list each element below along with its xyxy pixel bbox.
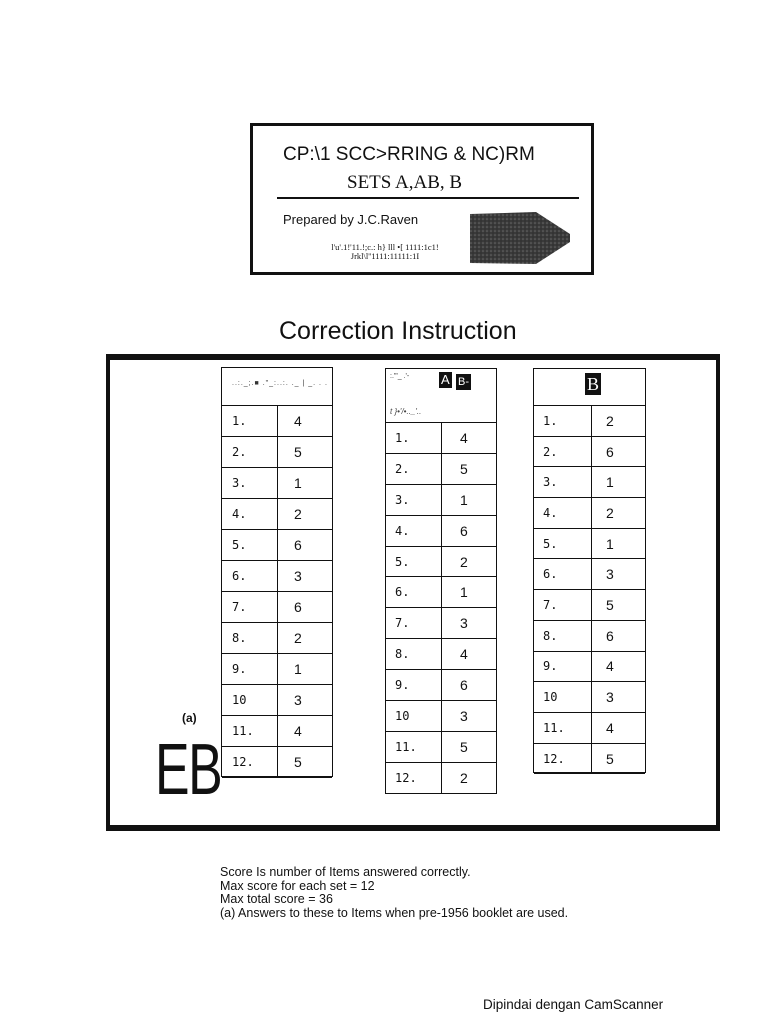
item-number: 6. <box>232 569 247 583</box>
set-b-row <box>534 621 645 652</box>
item-answer: 4 <box>294 413 302 429</box>
item-answer: 4 <box>606 719 614 736</box>
header-copyright <box>325 243 445 261</box>
item-answer: 6 <box>294 537 302 553</box>
item-number: 11. <box>395 739 417 754</box>
item-number: 7. <box>395 616 410 631</box>
item-number: 4. <box>395 523 410 538</box>
item-answer: 2 <box>460 769 468 786</box>
item-answer: 3 <box>606 566 614 583</box>
column-divider <box>591 406 592 772</box>
item-answer: 4 <box>294 723 302 739</box>
item-answer: 1 <box>606 535 614 552</box>
item-number: 12. <box>543 751 565 766</box>
set-b-label: B <box>587 374 600 394</box>
item-number: 9. <box>232 662 247 676</box>
set-ab-label-a: A <box>441 372 450 387</box>
set-a-header <box>222 368 332 406</box>
correction-title: Correction Instruction <box>279 317 517 345</box>
header-prepared-by: Prepared by J.C.Raven <box>283 212 419 227</box>
item-number: 2. <box>395 461 410 476</box>
pencil-icon <box>466 210 572 266</box>
set-b-table <box>533 368 646 773</box>
set-b-row <box>534 713 645 744</box>
set-ab-table <box>385 368 497 794</box>
item-number: 3. <box>543 475 558 490</box>
item-answer: 1 <box>294 475 302 491</box>
item-answer: 2 <box>294 630 302 646</box>
item-number: 1. <box>232 414 247 428</box>
footnotes <box>220 866 568 920</box>
item-number: 5. <box>395 554 410 569</box>
item-number: 3. <box>232 476 247 490</box>
item-answer: 5 <box>294 754 302 770</box>
set-ab-header-text-2: t }•'/•.._'.. <box>390 407 422 416</box>
item-number: 12. <box>232 755 254 769</box>
item-answer: 5 <box>460 738 468 755</box>
set-b-row <box>534 406 645 437</box>
set-b-row <box>534 744 645 775</box>
item-number: 1. <box>395 430 410 445</box>
item-answer: 6 <box>606 443 614 460</box>
item-answer: 6 <box>460 522 468 539</box>
item-number: 9. <box>543 659 558 674</box>
column-divider <box>441 423 442 793</box>
set-ab-header <box>386 369 496 423</box>
item-number: 10 <box>232 693 247 707</box>
set-b-row <box>534 529 645 560</box>
copyright-line-1: l'u'.1!'11.!;c.: h} lll •[ 1111:1c1! <box>331 242 439 252</box>
item-answer: 2 <box>460 553 468 570</box>
camscanner-watermark: Dipindai dengan CamScanner <box>483 997 664 1012</box>
item-answer: 4 <box>460 646 468 663</box>
item-answer: 3 <box>460 615 468 632</box>
item-answer: 1 <box>606 474 614 491</box>
set-b-row <box>534 652 645 683</box>
column-divider <box>277 406 278 776</box>
item-answer: 2 <box>294 506 302 522</box>
header-title: CP:\1 SCC>RRING & NC)RM <box>283 144 535 165</box>
item-number: 5. <box>232 538 247 552</box>
set-ab-label-b: B- <box>458 376 469 388</box>
item-number: 4. <box>232 507 247 521</box>
copyright-line-2: Jrkl\l''1111:11111:1I <box>350 251 420 261</box>
note-marker-a: (a) <box>182 711 197 725</box>
item-answer: 2 <box>606 412 614 429</box>
test-header-box <box>250 123 594 275</box>
item-number: 11. <box>543 720 565 735</box>
footnote-pre-1956: (a) Answers to these to Items when pre-1956 booklet are used. <box>220 905 569 920</box>
item-number: 8. <box>543 628 558 643</box>
set-b-header <box>534 369 645 406</box>
item-number: 10 <box>543 690 558 705</box>
item-answer: 1 <box>294 661 302 677</box>
item-answer: 2 <box>606 504 614 521</box>
set-a-header-text: ..:._;.■ ."_:..:. ._ | _. . . <box>232 380 328 387</box>
set-a-table <box>221 367 333 777</box>
item-number: 2. <box>232 445 247 459</box>
item-number: 2. <box>543 444 558 459</box>
item-number: 4. <box>543 505 558 520</box>
item-answer: 6 <box>460 677 468 694</box>
item-number: 5. <box>543 536 558 551</box>
header-sets: SETS A,AB, B <box>347 172 463 193</box>
item-answer: 3 <box>294 568 302 584</box>
item-answer: 3 <box>294 692 302 708</box>
item-answer: 5 <box>460 460 468 477</box>
footnote-score: Score Is number of Items answered correctly. <box>220 865 471 879</box>
item-number: 11. <box>232 724 254 738</box>
set-b-row <box>534 467 645 498</box>
item-number: 7. <box>543 598 558 613</box>
item-number: 3. <box>395 492 410 507</box>
set-b-row <box>534 682 645 713</box>
item-number: 7. <box>232 600 247 614</box>
item-answer: 3 <box>606 689 614 706</box>
set-b-row <box>534 590 645 621</box>
item-answer: 1 <box>460 584 468 601</box>
item-answer: 6 <box>606 627 614 644</box>
eb-mark: EB <box>155 730 222 810</box>
footnote-max-set: Max score for each set = 12 <box>220 878 375 893</box>
item-answer: 5 <box>606 597 614 614</box>
item-number: 10 <box>395 709 410 724</box>
set-b-row <box>534 437 645 468</box>
item-answer: 5 <box>294 444 302 460</box>
item-number: 9. <box>395 678 410 693</box>
item-answer: 1 <box>460 491 468 508</box>
item-answer: 5 <box>606 750 614 767</box>
item-answer: 4 <box>460 429 468 446</box>
item-answer: 6 <box>294 599 302 615</box>
item-number: 8. <box>395 647 410 662</box>
footnote-max-total: Max total score = 36 <box>220 892 333 906</box>
item-number: 8. <box>232 631 247 645</box>
item-number: 1. <box>543 413 558 428</box>
header-divider <box>277 197 579 199</box>
set-b-row <box>534 560 645 591</box>
item-number: 12. <box>395 770 417 785</box>
item-answer: 3 <box>460 708 468 725</box>
item-number: 6. <box>395 585 410 600</box>
item-number: 6. <box>543 567 558 582</box>
set-ab-header-text: :.'"_ .'- <box>390 373 410 380</box>
item-answer: 4 <box>606 658 614 675</box>
set-b-row <box>534 498 645 529</box>
